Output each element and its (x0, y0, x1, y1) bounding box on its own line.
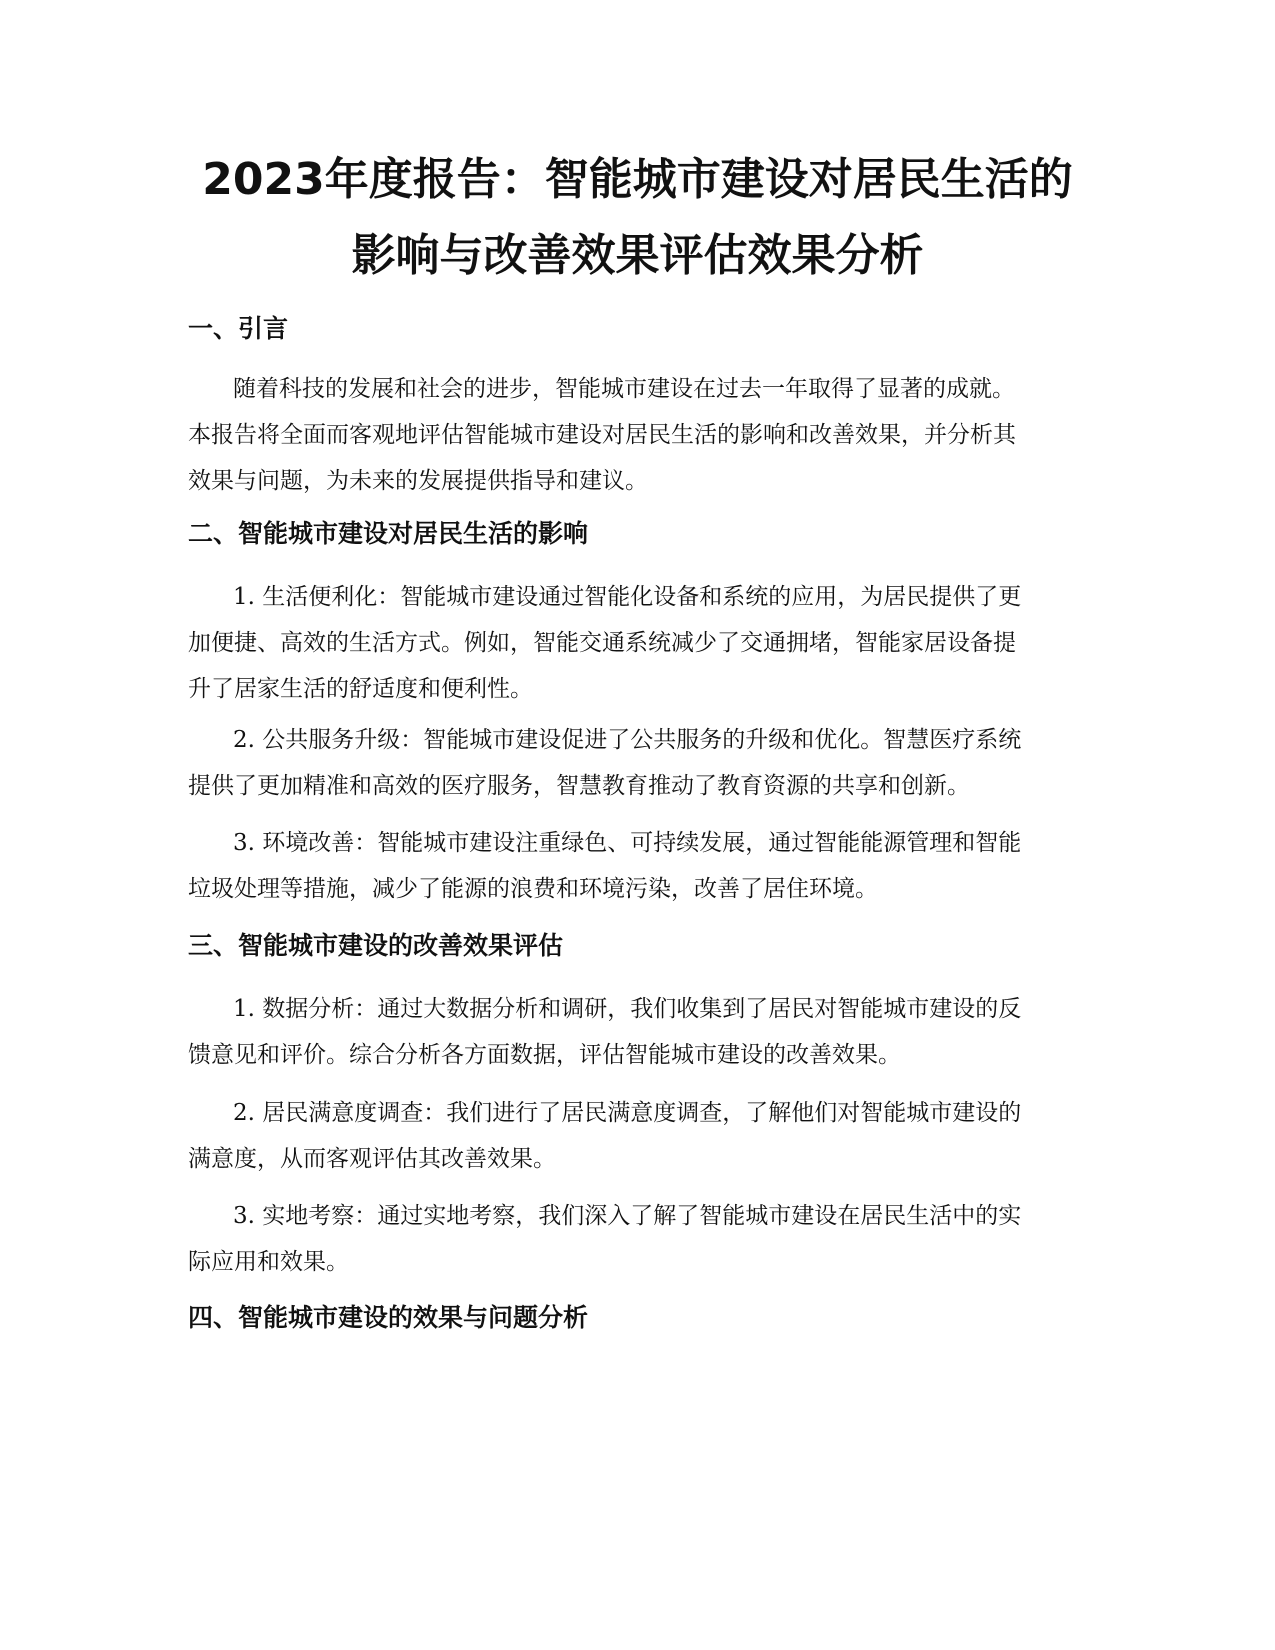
document-title-line-2: 影响与改善效果评估效果分析 (351, 230, 924, 281)
section-heading-analysis: 四、智能城市建设的效果与问题分析 (188, 1303, 589, 1332)
paragraph (188, 1193, 1088, 1285)
paragraph (188, 574, 1088, 712)
paragraph-line: 提供了更加精准和高效的医疗服务，智慧教育推动了教育资源的共享和创新。 (188, 773, 970, 799)
paragraph-line: 2. 公共服务升级：智能城市建设促进了公共服务的升级和优化。智慧医疗系统 (233, 727, 1022, 753)
section-heading-impact: 二、智能城市建设对居民生活的影响 (188, 519, 589, 548)
paragraph (188, 717, 1088, 809)
paragraph (188, 366, 1088, 504)
section-heading-evaluation: 三、智能城市建设的改善效果评估 (188, 931, 564, 960)
paragraph-line: 随着科技的发展和社会的进步，智能城市建设在过去一年取得了显著的成就。 (233, 376, 1015, 402)
paragraph-line: 馈意见和评价。综合分析各方面数据，评估智能城市建设的改善效果。 (188, 1042, 901, 1068)
paragraph-line: 满意度，从而客观评估其改善效果。 (188, 1146, 556, 1172)
paragraph-line: 际应用和效果。 (188, 1249, 349, 1275)
paragraph-line: 3. 实地考察：通过实地考察，我们深入了解了智能城市建设在居民生活中的实 (233, 1203, 1022, 1229)
paragraph (188, 820, 1088, 912)
paragraph-line: 本报告将全面而客观地评估智能城市建设对居民生活的影响和改善效果，并分析其 (188, 422, 1016, 448)
document-title-line-1: 2023年度报告：智能城市建设对居民生活的 (202, 154, 1073, 205)
paragraph-line: 效果与问题，为未来的发展提供指导和建议。 (188, 468, 648, 494)
paragraph (188, 986, 1088, 1078)
paragraph-line: 1. 数据分析：通过大数据分析和调研，我们收集到了居民对智能城市建设的反 (233, 996, 1022, 1022)
paragraph-line: 垃圾处理等措施，减少了能源的浪费和环境污染，改善了居住环境。 (188, 876, 878, 902)
section-heading-introduction: 一、引言 (188, 314, 289, 343)
paragraph-line: 1. 生活便利化：智能城市建设通过智能化设备和系统的应用，为居民提供了更 (233, 584, 1022, 610)
paragraph-line: 3. 环境改善：智能城市建设注重绿色、可持续发展，通过智能能源管理和智能 (233, 830, 1022, 856)
paragraph-line: 加便捷、高效的生活方式。例如，智能交通系统减少了交通拥堵，智能家居设备提 (188, 630, 1016, 656)
paragraph-line: 2. 居民满意度调查：我们进行了居民满意度调查，了解他们对智能城市建设的 (233, 1100, 1022, 1126)
paragraph-line: 升了居家生活的舒适度和便利性。 (188, 676, 533, 702)
paragraph (188, 1090, 1088, 1182)
